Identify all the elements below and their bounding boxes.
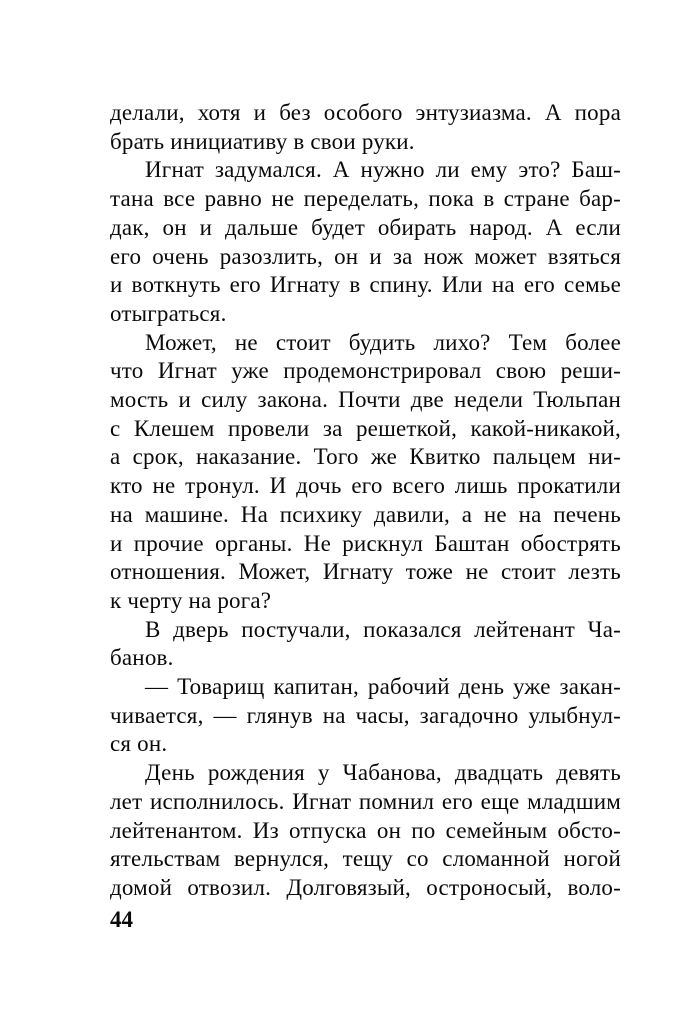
text-line: брать инициативу в свои руки. [110, 128, 415, 154]
text-line: лет исполнилось. Игнат помнил его еще младшим [110, 788, 621, 814]
text-line: мость и силу закона. Почти две недели Тюльпан [110, 387, 621, 413]
page-number: 44 [110, 907, 133, 932]
text-line: Может, не стоит будить лихо? Тем более [145, 329, 621, 355]
text-line: ятельствам вернулся, тещу со сломанной ногой [110, 846, 621, 872]
text-line: отношения. Может, Игнату тоже не стоит лезть [110, 559, 621, 585]
text-line: делали, хотя и без особого энтузиазма. А пора [110, 100, 621, 125]
text-line: что Игнат уже продемонстрировал свою реши- [110, 358, 621, 384]
text-line: его очень разозлить, он и за нож может взяться [110, 243, 621, 269]
text-line: — Товарищ капитан, рабочий день уже закан- [145, 674, 621, 700]
text-line: с Клешем провели за решеткой, какой-никакой, [110, 415, 621, 441]
text-line: банов. [110, 645, 174, 671]
text-line: домой отвозил. Долговязый, остроносый, воло- [110, 874, 621, 900]
text-line: лейтенантом. Из отпуска он по семейным обсто- [110, 817, 621, 843]
text-line: к черту на рога? [110, 587, 272, 613]
text-line: День рождения у Чабанова, двадцать девять [145, 760, 621, 786]
text-line: на машине. На психику давили, а не на печень [110, 501, 621, 527]
text-line: и прочие органы. Не рискнул Баштан обострять [110, 530, 621, 556]
page-text [110, 99, 621, 903]
text-line: ся он. [110, 731, 168, 757]
text-line: кто не тронул. И дочь его всего лишь прокатили [110, 473, 621, 499]
text-line: чивается, — глянув на часы, загадочно улыбнул- [110, 702, 621, 728]
text-line: Игнат задумался. А нужно ли ему это? Баш- [145, 157, 621, 183]
text-line: отыграться. [110, 300, 227, 326]
text-line: а срок, наказание. Того же Квитко пальцем ни- [110, 444, 621, 470]
text-line: тана все равно не переделать, пока в стране бар- [110, 186, 621, 212]
text-line: и воткнуть его Игнату в спину. Или на его семье [110, 272, 621, 298]
text-line: В дверь постучали, показался лейтенант Ча- [145, 616, 621, 642]
text-line: дак, он и дальше будет обирать народ. А если [110, 214, 621, 240]
